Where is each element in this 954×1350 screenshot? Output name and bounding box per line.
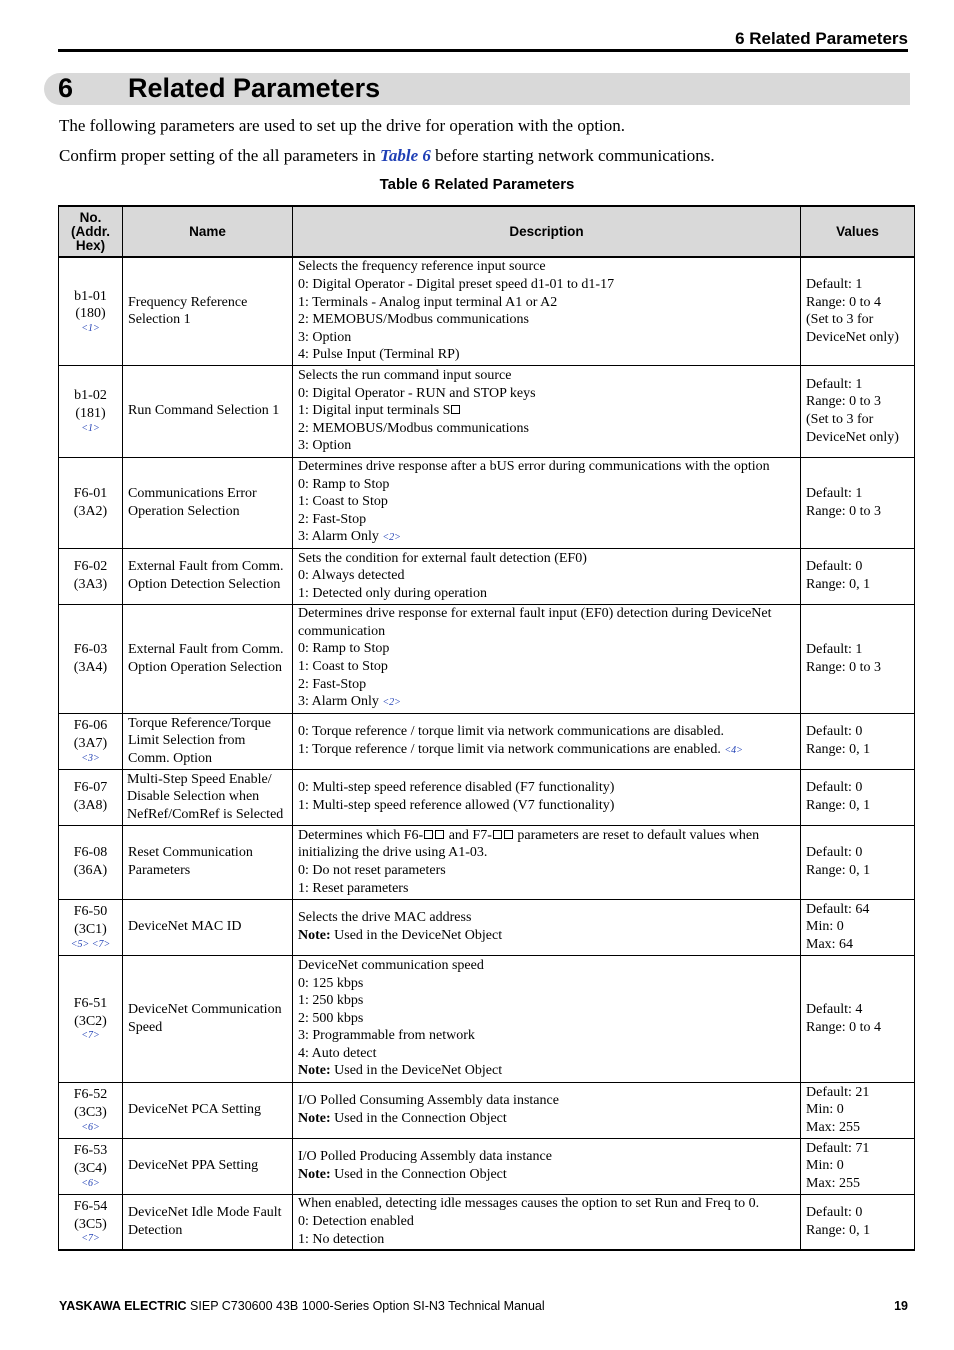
desc-line: 1: No detection: [298, 1231, 385, 1247]
desc-line: Determines drive response for external fault input (EF0) detection during DeviceNet: [298, 606, 772, 622]
param-number-cell: [59, 257, 123, 365]
desc-text: 3: Alarm Only: [298, 529, 379, 545]
param-name-cell: [123, 457, 293, 548]
value-line: Min: 0: [806, 1102, 844, 1118]
table-row: [59, 1082, 915, 1138]
value-line: Min: 0: [806, 1158, 844, 1174]
table-row: [59, 955, 915, 1082]
param-description-cell: [293, 955, 801, 1082]
param-name-line: External Fault from Comm.: [128, 559, 284, 575]
footer-brand: YASKAWA ELECTRIC: [59, 1299, 187, 1313]
param-description-cell: [293, 604, 801, 713]
param-addr: (181): [75, 406, 106, 421]
desc-line: 2: MEMOBUS/Modbus communications: [298, 312, 530, 328]
table-row: [59, 825, 915, 899]
param-values-cell: [801, 769, 915, 825]
value-line: Default: 0: [806, 724, 863, 740]
header-no-line: No.: [79, 209, 102, 225]
header-no: [59, 206, 123, 257]
param-no: F6-01: [73, 485, 108, 501]
param-values-cell: [801, 548, 915, 604]
running-head: 6 Related Parameters: [735, 29, 908, 48]
param-no: F6-07: [73, 780, 108, 796]
section-number: 6: [58, 73, 74, 103]
footnote-ref[interactable]: <7>: [91, 938, 111, 950]
param-no: F6-08: [73, 845, 108, 861]
value-line: Max: 255: [806, 1119, 861, 1135]
param-name-line: Option Detection Selection: [128, 577, 281, 592]
param-description-cell: [293, 1138, 801, 1194]
param-name-line: Operation Selection: [128, 503, 240, 519]
value-line: Default: 0: [806, 559, 863, 575]
param-no: F6-54: [73, 1199, 108, 1215]
note-label: Note:: [298, 928, 331, 943]
desc-line: 2: 500 kbps: [298, 1010, 364, 1026]
param-name-line: DeviceNet PCA Setting: [128, 1102, 261, 1118]
header-values: Values: [801, 206, 915, 257]
desc-text: 1: Digital input terminals S: [298, 403, 451, 419]
param-addr: (3A8): [73, 798, 108, 813]
value-line: Max: 64: [806, 936, 854, 952]
param-description-cell: [293, 899, 801, 955]
param-name-line: DeviceNet Idle Mode Fault: [128, 1205, 282, 1221]
intro-text-before-link: Confirm proper setting of the all parameters in: [59, 146, 381, 165]
param-addr: (180): [75, 306, 106, 322]
value-line: DeviceNet only): [806, 429, 899, 445]
value-line: Range: 0 to 3: [806, 659, 882, 675]
param-name-line: External Fault from Comm.: [128, 641, 284, 657]
param-no: F6-06: [73, 718, 108, 734]
param-addr: (3C5): [74, 1216, 107, 1232]
param-number-cell: [59, 548, 123, 604]
param-name-cell: [123, 548, 293, 604]
param-number-cell: [59, 1194, 123, 1250]
value-line: Default: 21: [806, 1084, 870, 1100]
param-no: F6-51: [73, 995, 108, 1011]
param-number-cell: [59, 899, 123, 955]
param-values-cell: [801, 1082, 915, 1138]
param-name-cell: [123, 955, 293, 1082]
value-line: Range: 0, 1: [806, 742, 871, 757]
desc-line: 3: Option: [298, 438, 352, 454]
value-line: Range: 0, 1: [806, 577, 871, 592]
value-line: (Set to 3 for: [806, 412, 874, 427]
desc-line: 0: 125 kbps: [298, 975, 364, 991]
placeholder-box-icon: [493, 830, 502, 839]
param-number-cell: [59, 955, 123, 1082]
value-line: Default: 0: [806, 1205, 863, 1221]
footnote-ref[interactable]: <6>: [81, 1177, 100, 1189]
header-name: Name: [123, 206, 293, 257]
desc-line: 1: Coast to Stop: [298, 659, 388, 674]
desc-line: Sets the condition for external fault detection (EF0): [298, 550, 587, 566]
table-row: [59, 457, 915, 548]
desc-line: 2: Fast-Stop: [298, 676, 367, 692]
table-row: [59, 713, 915, 769]
param-description-cell: [293, 257, 801, 365]
desc-text: 1: Torque reference / torque limit via network communications are enabled.: [298, 741, 721, 757]
param-name-line: Multi-Step Speed Enable/: [127, 771, 272, 787]
footer-document-info: [59, 1299, 545, 1313]
value-line: Default: 1: [806, 376, 863, 392]
param-addr: (3C3): [74, 1105, 107, 1120]
param-name-line: Limit Selection from: [128, 733, 246, 749]
value-line: Default: 64: [806, 901, 870, 917]
param-name-cell: [123, 604, 293, 713]
param-name-line: Detection: [128, 1222, 183, 1238]
param-name-line: Option Operation Selection: [128, 659, 282, 675]
desc-line: 4: Auto detect: [298, 1045, 377, 1061]
param-values-cell: [801, 257, 915, 365]
desc-line: 1: Terminals - Analog input terminal A1 or A2: [298, 294, 558, 310]
value-line: Default: 71: [806, 1140, 870, 1156]
footnote-ref[interactable]: <2>: [382, 697, 401, 709]
value-line: Default: 1: [806, 485, 863, 501]
table-caption: Table 6 Related Parameters: [379, 176, 575, 193]
desc-line: communication: [298, 623, 386, 639]
desc-line: 0: Digital Operator - Digital preset speed d1-01 to d1-17: [298, 277, 615, 293]
value-line: DeviceNet only): [806, 329, 899, 345]
param-name-line: DeviceNet Communication: [128, 1001, 282, 1017]
footnote-ref[interactable]: <4>: [724, 744, 743, 756]
footnote-ref[interactable]: <5>: [70, 938, 90, 950]
placeholder-box-icon: [451, 405, 460, 414]
desc-line: 0: Do not reset parameters: [298, 863, 446, 878]
value-line: Default: 1: [806, 641, 863, 657]
param-name-line: DeviceNet MAC ID: [128, 919, 242, 935]
value-line: Max: 255: [806, 1175, 861, 1191]
param-description-cell: [293, 548, 801, 604]
param-name-cell: [123, 713, 293, 769]
param-addr: (3A7): [73, 736, 108, 751]
param-name-line: DeviceNet PPA Setting: [128, 1158, 259, 1174]
placeholder-box-icon: [435, 830, 444, 839]
param-name-cell: [123, 257, 293, 365]
desc-line-with-boxes: [298, 827, 795, 845]
param-name-line: Communications Error: [128, 485, 257, 501]
desc-line: I/O Polled Producing Assembly data instance: [298, 1149, 552, 1165]
param-description-cell: [293, 713, 801, 769]
footnote-ref[interactable]: <7>: [81, 1233, 100, 1245]
table-row: [59, 548, 915, 604]
desc-line: 3: Programmable from network: [298, 1028, 475, 1044]
param-values-cell: [801, 457, 915, 548]
page-number: 19: [894, 1299, 908, 1313]
param-name-line: Disable Selection when: [127, 789, 260, 805]
table-6-link[interactable]: Table 6: [380, 146, 431, 165]
param-no: b1-01: [74, 288, 107, 304]
note-label: Note:: [298, 1167, 331, 1182]
param-description-cell: [293, 457, 801, 548]
param-number-cell: [59, 825, 123, 899]
header-no-line: (Addr.: [71, 223, 110, 239]
table-row: [59, 1138, 915, 1194]
note-label: Note:: [298, 1063, 331, 1079]
footer-doc-title: SIEP C730600 43B 1000-Series Option SI-N3 Technical Manual: [186, 1299, 545, 1313]
param-name-line: Comm. Option: [128, 750, 213, 766]
param-addr: (36A): [73, 863, 108, 878]
param-name-line: Speed: [128, 1019, 163, 1035]
desc-note-line: [298, 927, 795, 945]
desc-line: Determines drive response after a bUS error during communications with the option: [298, 459, 770, 475]
header-description: Description: [293, 206, 801, 257]
param-name-line: Run Command Selection 1: [128, 403, 280, 419]
param-name-cell: [123, 1138, 293, 1194]
table-row: [59, 769, 915, 825]
desc-line: DeviceNet communication speed: [298, 957, 484, 973]
param-no: F6-03: [73, 641, 108, 657]
desc-line: Selects the run command input source: [298, 368, 512, 384]
param-number-cell: [59, 1082, 123, 1138]
param-number-cell: [59, 1138, 123, 1194]
param-values-cell: [801, 1194, 915, 1250]
param-name-line: Selection 1: [128, 312, 191, 328]
param-number-cell: [59, 713, 123, 769]
param-number-cell: [59, 457, 123, 548]
param-addr: (3C4): [74, 1161, 107, 1176]
desc-line: 1: Reset parameters: [298, 880, 409, 896]
param-number-cell: [59, 769, 123, 825]
note-text: Used in the Connection Object: [334, 1167, 507, 1182]
desc-text: 3: Alarm Only: [298, 694, 379, 710]
footnote-ref[interactable]: <1>: [81, 422, 100, 434]
desc-line: initializing the drive using A1-03.: [298, 845, 488, 861]
placeholder-box-icon: [504, 830, 513, 839]
value-line: Range: 0, 1: [806, 863, 871, 878]
desc-line: 1: Detected only during operation: [298, 585, 487, 601]
param-values-cell: [801, 825, 915, 899]
table-row: [59, 257, 915, 365]
param-description-cell: [293, 365, 801, 457]
desc-line: 0: Digital Operator - RUN and STOP keys: [298, 385, 536, 401]
param-name-cell: [123, 769, 293, 825]
desc-line: I/O Polled Consuming Assembly data instance: [298, 1093, 559, 1109]
param-number-cell: [59, 365, 123, 457]
desc-line: Selects the drive MAC address: [298, 910, 472, 926]
param-no: F6-53: [73, 1143, 108, 1159]
header-no-line: Hex): [75, 237, 106, 253]
param-name-line: Frequency Reference: [128, 294, 248, 310]
value-line: Range: 0 to 4: [806, 294, 882, 310]
desc-line: 0: Multi-step speed reference disabled (F7 functionality): [298, 780, 615, 796]
desc-line: 2: Fast-Stop: [298, 511, 367, 527]
param-description-cell: [293, 769, 801, 825]
desc-note-line: [298, 1110, 795, 1128]
param-name-cell: [123, 825, 293, 899]
param-name-line: Reset Communication: [128, 845, 253, 861]
param-name-cell: [123, 899, 293, 955]
intro-text-after-link: before starting network communications.: [430, 146, 715, 165]
desc-text: and F7-: [445, 827, 492, 843]
value-line: Range: 0, 1: [806, 798, 871, 813]
param-name-line: Torque Reference/Torque: [128, 715, 272, 731]
value-line: Range: 0 to 3: [806, 503, 882, 519]
param-description-cell: [293, 825, 801, 899]
desc-text: parameters are reset to default values when: [513, 827, 760, 843]
value-line: Default: 1: [806, 277, 863, 293]
param-addr: (3A4): [73, 659, 108, 675]
value-line: Default: 4: [806, 1001, 863, 1017]
desc-line: When enabled, detecting idle messages causes the option to set Run and Freq to 0.: [298, 1196, 760, 1212]
param-name-line: Parameters: [128, 863, 191, 878]
desc-line: 3: Option: [298, 329, 352, 345]
table-row: [59, 604, 915, 713]
table-header-row: [59, 206, 915, 257]
desc-line: [298, 741, 795, 760]
note-text: Used in the Connection Object: [334, 1111, 507, 1126]
param-name-cell: [123, 365, 293, 457]
param-number-cell: [59, 604, 123, 713]
note-text: Used in the DeviceNet Object: [334, 928, 503, 943]
section-title: Related Parameters: [128, 73, 381, 103]
related-parameters-table: [58, 205, 915, 1251]
param-values-cell: [801, 604, 915, 713]
intro-paragraph-2: [59, 146, 715, 166]
desc-line: [298, 693, 795, 712]
param-values-cell: [801, 365, 915, 457]
placeholder-box-icon: [424, 830, 433, 839]
footnote-ref[interactable]: <2>: [382, 532, 401, 544]
desc-line: 1: Coast to Stop: [298, 494, 388, 510]
param-values-cell: [801, 713, 915, 769]
param-no: F6-02: [73, 559, 108, 575]
param-no: F6-52: [73, 1087, 108, 1103]
header-rule: [58, 49, 908, 52]
desc-line: 0: Always detected: [298, 568, 405, 584]
footnote-ref[interactable]: <6>: [81, 1121, 100, 1133]
desc-line: 1: Multi-step speed reference allowed (V7 functionality): [298, 798, 615, 813]
param-addr: (3C1): [74, 922, 107, 937]
table-row: [59, 899, 915, 955]
value-line: Range: 0, 1: [806, 1222, 871, 1238]
footnote-refs: [64, 939, 117, 951]
param-values-cell: [801, 1138, 915, 1194]
param-name-cell: [123, 1194, 293, 1250]
desc-line: 0: Ramp to Stop: [298, 641, 390, 657]
param-description-cell: [293, 1194, 801, 1250]
desc-line: 4: Pulse Input (Terminal RP): [298, 347, 460, 363]
desc-note-line: [298, 1062, 795, 1080]
param-addr: (3A2): [73, 503, 108, 519]
param-name-cell: [123, 1082, 293, 1138]
param-no: b1-02: [74, 388, 107, 404]
value-line: (Set to 3 for: [806, 312, 874, 328]
footnote-ref[interactable]: <1>: [81, 322, 100, 334]
value-line: Range: 0 to 4: [806, 1019, 882, 1035]
value-line: Default: 0: [806, 845, 863, 861]
table-row: [59, 1194, 915, 1250]
table-row: [59, 365, 915, 457]
param-values-cell: [801, 899, 915, 955]
param-values-cell: [801, 955, 915, 1082]
desc-line: Selects the frequency reference input source: [298, 259, 546, 275]
desc-line: 1: 250 kbps: [298, 993, 364, 1009]
desc-line: 2: MEMOBUS/Modbus communications: [298, 420, 530, 436]
param-addr: (3C2): [74, 1013, 107, 1029]
desc-line: 0: Ramp to Stop: [298, 476, 390, 492]
desc-line: 0: Torque reference / torque limit via network communications are disabled.: [298, 723, 725, 739]
param-description-cell: [293, 1082, 801, 1138]
param-name-line: NefRef/ComRef is Selected: [127, 806, 284, 822]
intro-paragraph-1: The following parameters are used to set up the drive for operation with the option.: [59, 116, 626, 135]
value-line: Min: 0: [806, 919, 844, 935]
note-label: Note:: [298, 1111, 331, 1126]
value-line: Range: 0 to 3: [806, 394, 882, 410]
value-line: Default: 0: [806, 780, 863, 796]
param-addr: (3A3): [73, 577, 108, 592]
desc-line: [298, 528, 795, 547]
desc-line: 0: Detection enabled: [298, 1213, 414, 1229]
desc-text: Determines which F6-: [298, 827, 424, 843]
desc-note-line: [298, 1166, 795, 1184]
param-no: F6-50: [73, 904, 108, 920]
desc-line-with-box: [298, 402, 795, 420]
footnote-ref[interactable]: <7>: [81, 1030, 100, 1042]
footnote-ref[interactable]: <3>: [81, 752, 100, 764]
note-text: Used in the DeviceNet Object: [334, 1063, 503, 1079]
